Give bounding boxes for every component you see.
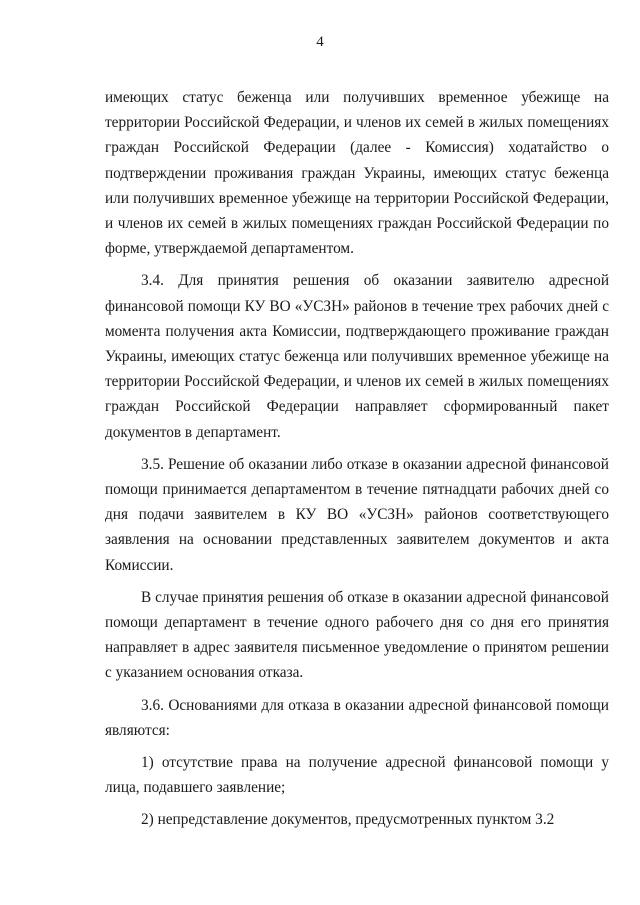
list-item-1: 1) отсутствие права на получение адресной финансовой помощи у лица, подавшего заявление; (105, 754, 609, 797)
document-body (105, 85, 609, 840)
page-number: 4 (316, 34, 324, 50)
paragraph-3-4: 3.4. Для принятия решения об оказании заявителю адресной финансовой помощи КУ ВО «УСЗН» районов в течение трех рабочих дней с момента получения акта Комиссии, подтверждающего проживание граждан Украины, имеющих статус беженца или получивших временное убежище на территории Российской Федерации, и членов их семей в жилых помещениях граждан Российской Федерации направляет сформированный пакет документов в департамент. (105, 272, 609, 441)
list-item-2: 2) непредставление документов, предусмотренных пунктом 3.2 (141, 811, 555, 829)
paragraph-3-6: 3.6. Основаниями для отказа в оказании адресной финансовой помощи являются: (105, 696, 609, 739)
paragraph-3-5: 3.5. Решение об оказании либо отказе в оказании адресной финансовой помощи принимается департаментом в течение пятнадцати рабочих дней со дня подачи заявителем в КУ ВО «УСЗН» районов соответствующего заявления на основании представленных заявителем документов и акта Комиссии. (105, 455, 609, 574)
paragraph-refusal-notice: В случае принятия решения об отказе в оказании адресной финансовой помощи департамент в течение одного рабочего дня со дня его принятия направляет в адрес заявителя письменное уведомление о принятом решении с указанием основания отказа. (105, 588, 609, 682)
paragraph-continuation: имеющих статус беженца или получивших временное убежище на территории Российской Федерации, и членов их семей в жилых помещениях граждан Российской Федерации (далее - Комиссия) ходатайство о подтверждении проживания граждан Украины, имеющих статус беженца или получивших временное убежище на территории Российской Федерации, и членов их семей в жилых помещениях граждан Российской Федерации по форме, утверждаемой департаментом. (105, 89, 609, 258)
